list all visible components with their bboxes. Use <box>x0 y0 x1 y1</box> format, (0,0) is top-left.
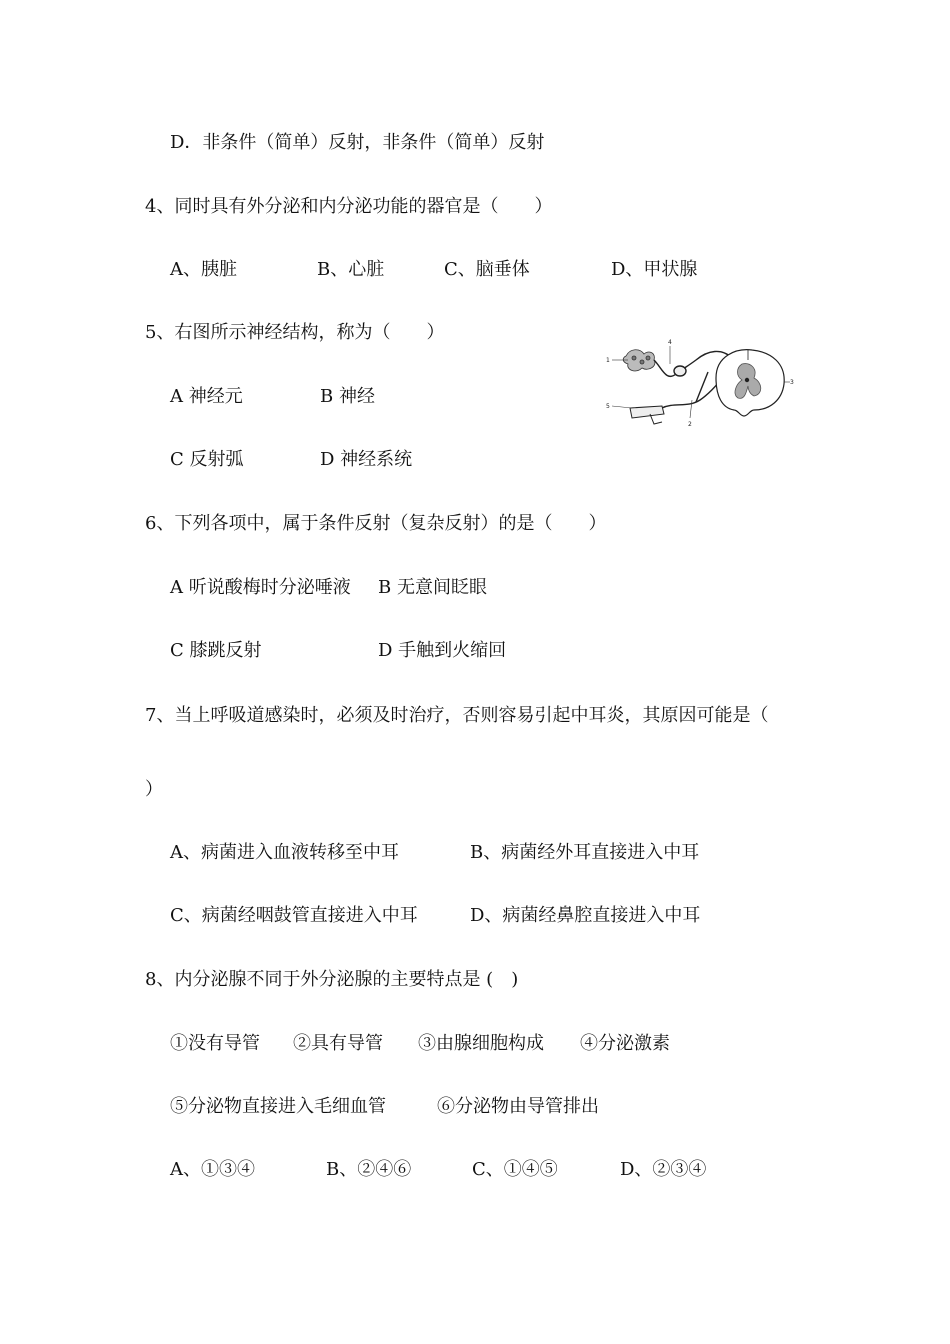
q7-stem: 7、当上呼吸道感染时，必须及时治疗，否则容易引起中耳炎，其原因可能是（ <box>145 705 769 726</box>
figure-label-5: 5 <box>606 403 610 410</box>
q8-item-2: ②具有导管 <box>293 1033 383 1054</box>
q6-option-d: D 手触到火缩回 <box>378 640 507 661</box>
q5-option-c: C 反射弧 <box>170 449 244 470</box>
q8-item-1: ①没有导管 <box>170 1033 260 1054</box>
q4-option-a: A、胰脏 <box>170 259 237 280</box>
q8-stem: 8、内分泌腺不同于外分泌腺的主要特点是 ( ) <box>145 969 519 990</box>
q7-option-d: D、病菌经鼻腔直接进入中耳 <box>470 905 701 926</box>
q6-option-a: A 听说酸梅时分泌唾液 <box>170 577 351 598</box>
q6-option-b: B 无意间眨眼 <box>378 577 487 598</box>
q8-item-4: ④分泌激素 <box>580 1033 670 1054</box>
q8-option-a: A、①③④ <box>170 1159 255 1180</box>
q4-option-c: C、脑垂体 <box>444 259 530 280</box>
q7-stem-continuation: ） <box>145 779 163 800</box>
q5-stem: 5、右图所示神经结构，称为（ ） <box>145 322 445 343</box>
effector-shape <box>630 406 664 424</box>
q8-option-b: B、②④⑥ <box>326 1159 412 1180</box>
q4-stem: 4、同时具有外分泌和内分泌功能的器官是（ ） <box>145 196 553 217</box>
q6-stem: 6、下列各项中，属于条件反射（复杂反射）的是（ ） <box>145 513 607 534</box>
q7-option-c: C、病菌经咽鼓管直接进入中耳 <box>170 905 418 926</box>
q5-option-a: A 神经元 <box>170 386 243 407</box>
q7-option-b: B、病菌经外耳直接进入中耳 <box>470 842 700 863</box>
receptor-shape <box>623 350 655 371</box>
q8-option-c: C、①④⑤ <box>472 1159 558 1180</box>
q4-option-b: B、心脏 <box>317 259 385 280</box>
q8-item-3: ③由腺细胞构成 <box>418 1033 544 1054</box>
ganglion <box>674 366 686 376</box>
spinal-cord-section <box>716 350 784 416</box>
figure-label-2: 2 <box>688 421 692 428</box>
q5-option-b: B 神经 <box>320 386 375 407</box>
q4-option-d: D、甲状腺 <box>611 259 698 280</box>
figure-label-1: 1 <box>606 357 610 364</box>
figure-label-3: 3 <box>790 379 794 386</box>
interneuron-line <box>696 372 708 402</box>
q8-option-d: D、②③④ <box>620 1159 707 1180</box>
q5-option-d: D 神经系统 <box>320 449 413 470</box>
q7-option-a: A、病菌进入血液转移至中耳 <box>170 842 399 863</box>
q8-item-6: ⑥分泌物由导管排出 <box>437 1096 599 1117</box>
reflex-arc-figure <box>604 338 796 428</box>
q8-item-5: ⑤分泌物直接进入毛细血管 <box>170 1096 386 1117</box>
q6-option-c: C 膝跳反射 <box>170 640 262 661</box>
figure-label-4: 4 <box>668 339 672 346</box>
q3-option-d: D．非条件（简单）反射，非条件（简单）反射 <box>170 132 545 153</box>
